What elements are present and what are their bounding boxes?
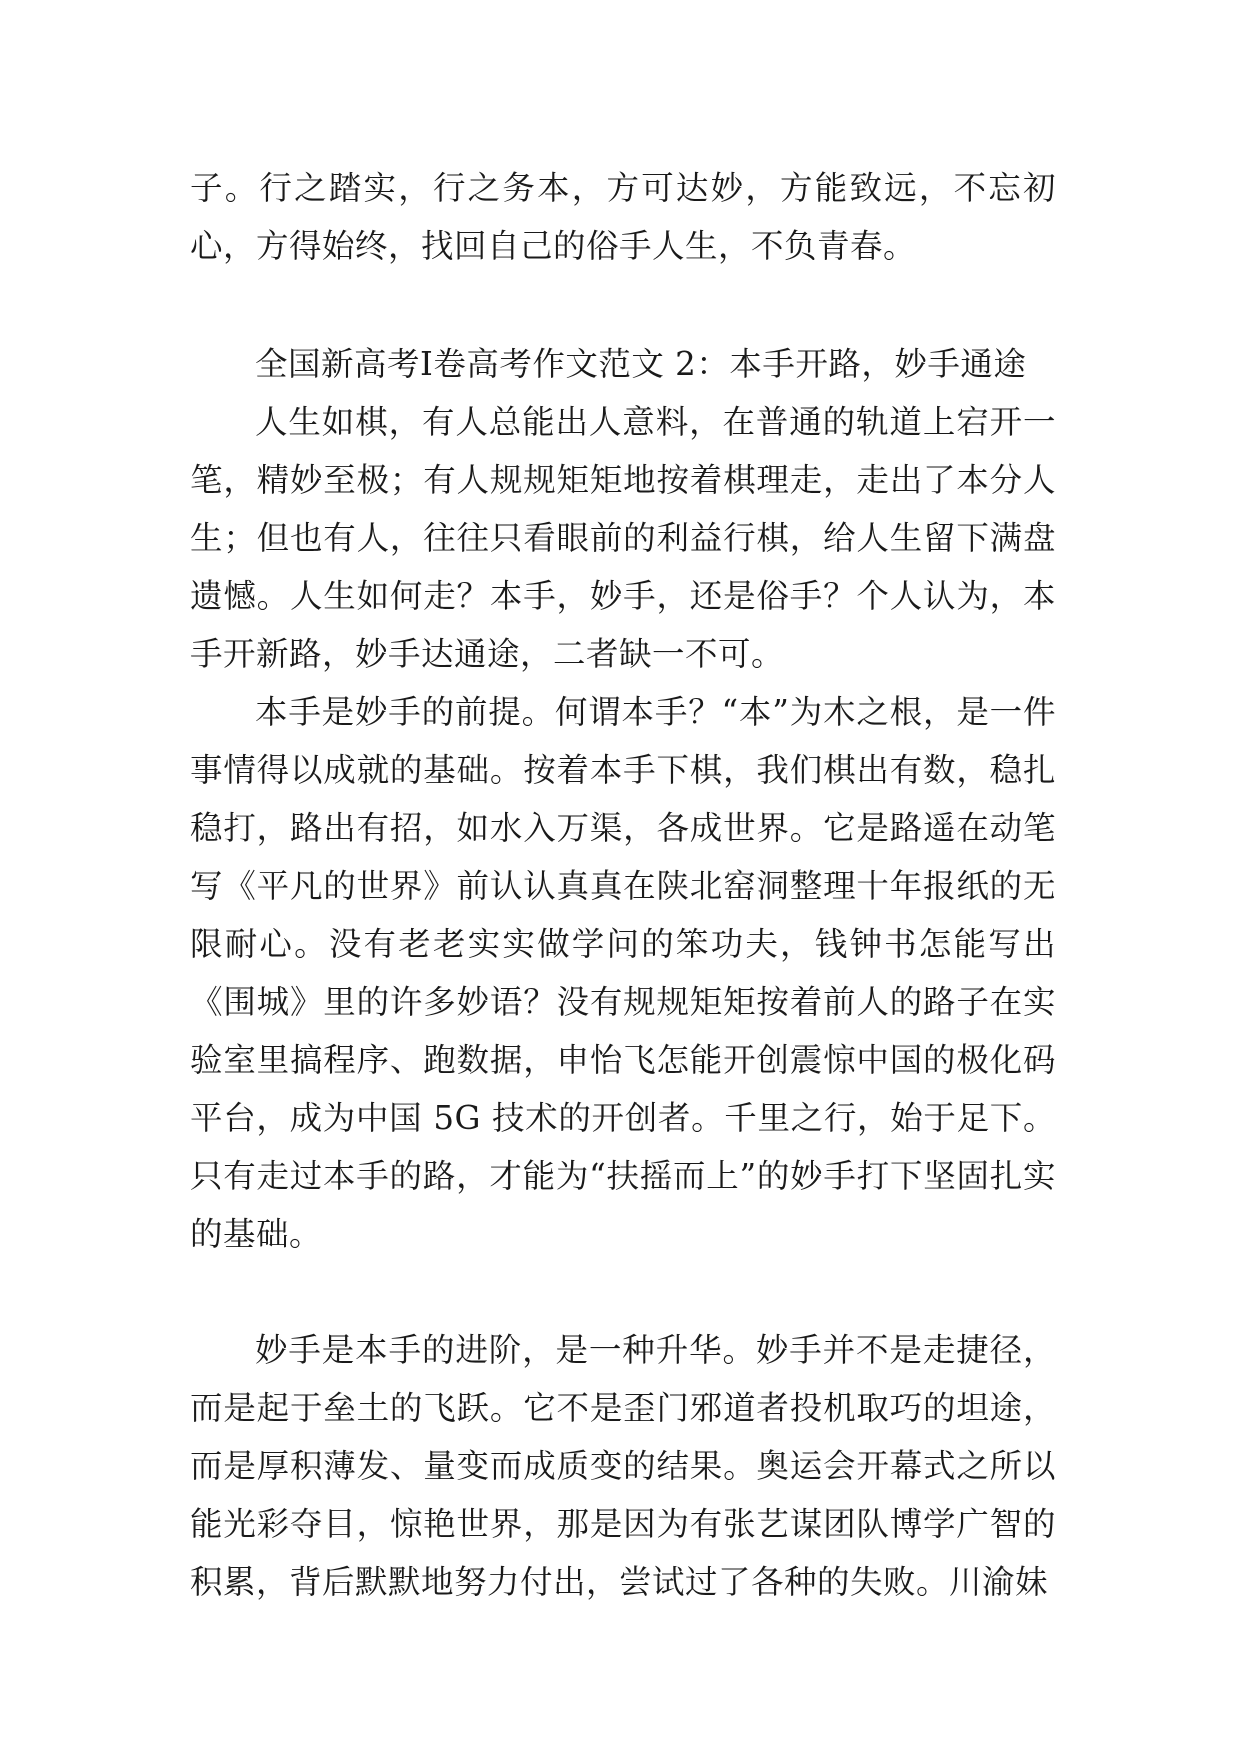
body-paragraph: 人生如棋，有人总能出人意料，在普通的轨道上宕开一笔，精妙至极；有人规规矩矩地按着棋理走，走出了本分人生；但也有人，往往只看眼前的利益行棋，给人生留下满盘遗憾。人生如何走？本手，妙手，还是俗手？个人认为，本手开新路，妙手达通途，二者缺一不可。 [190, 403, 1056, 673]
essay-heading: 全国新高考Ⅰ卷高考作文范文 2：本手开路，妙手通途 [255, 345, 1027, 383]
body-paragraph: 妙手是本手的进阶，是一种升华。妙手并不是走捷径，而是起于垒土的飞跃。它不是歪门邪道者投机取巧的坦途，而是厚积薄发、量变而成质变的结果。奥运会开幕式之所以能光彩夺目，惊艳世界，那是因为有张艺谋团队博学广智的积累，背后默默地努力付出，尝试过了各种的失败。川渝妹 [190, 1331, 1056, 1601]
body-paragraph: 本手是妙手的前提。何谓本手？“本”为木之根，是一件事情得以成就的基础。按着本手下棋，我们棋出有数，稳扎稳打，路出有招，如水入万渠，各成世界。它是路遥在动笔写《平凡的世界》前认认真真在陕北窑洞整理十年报纸的无限耐心。没有老老实实做学问的笨功夫，钱钟书怎能写出《围城》里的许多妙语？没有规规矩矩按着前人的路子在实验室里搞程序、跑数据，申怡飞怎能开创震惊中国的极化码平台，成为中国 5G 技术的开创者。千里之行，始于足下。只有走过本手的路，才能为“扶摇而上”的妙手打下坚固扎实的基础。 [190, 693, 1056, 1253]
continuation-paragraph: 子。行之踏实，行之务本，方可达妙，方能致远，不忘初心，方得始终，找回自己的俗手人生，不负青春。 [190, 169, 1056, 265]
